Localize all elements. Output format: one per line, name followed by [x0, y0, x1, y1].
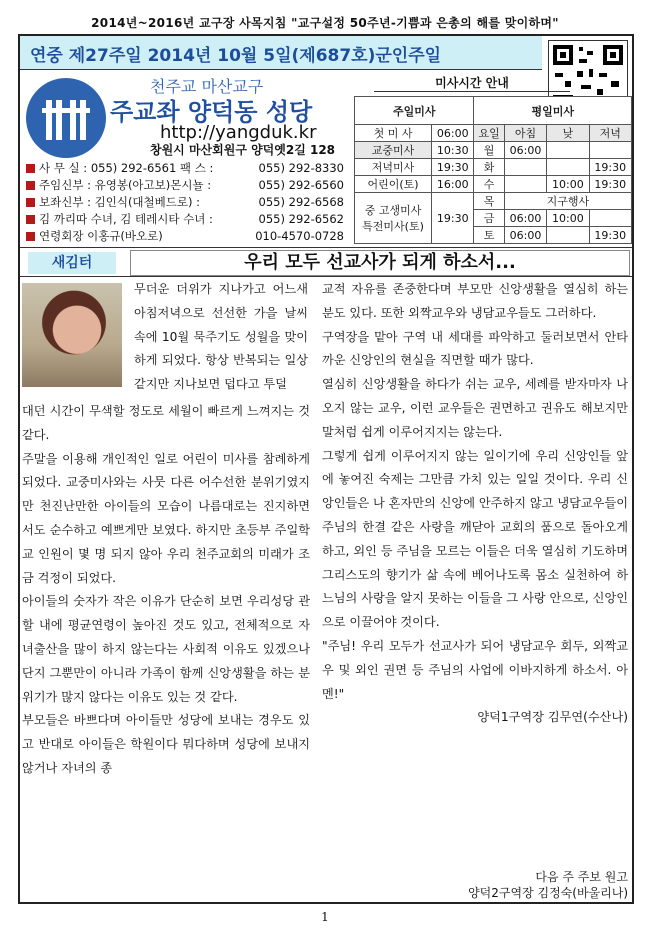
table-row: 저녁미사 19:30 화 19:30 — [355, 159, 632, 176]
weekday-mass-header: 평일미사 — [474, 97, 632, 125]
article-text-left: 대던 시간이 무색할 정도로 세월이 빠르게 느껴지는 것 같다. 주말을 이용해 개인적인 일로 어린이 미사를 참례하게 되었다. 교중미사와는 사뭇 다른 어수선한 분위기였지만 천진난만한 아이들의 모습이 나름대로는 진지하면서도 순수하고 예쁘게만 보였다. 하지만 초등부 주일학교 인원이 몇 명 되지 않아 우리 천주교회의 미래가 조금 걱정이 되었다. 아이들의 숫자가 작은 이유가 단순히 보면 우리성당 관할 내에 평균연령이 높아진 것도 있고, 전체적으로 자녀출산을 많이 하지 않는다는 사회적 이유도 있겠으나 단지 그뿐만이 아니라 가족이 함께 신앙생활을 하는 분위기가 많지 않다는 이유도 있는 것 같다. 부모들은 바쁘다며 아이들만 성당에 보내는 경우도 있고 반대로 아이들은 학원이다 뭐다하며 성당에 보내지 않거나 자녀의 종 — [22, 404, 310, 775]
contact-row: 김 까리따 수녀, 김 테레시타 수녀 : 055) 292-6562 — [26, 211, 344, 228]
motto: 2014년~2016년 교구장 사목지침 "교구설정 50주년-기쁨과 은총의 해를 맞이하며" — [91, 16, 559, 30]
parish-name: 주교좌 양덕동 성당 — [110, 98, 313, 126]
contact-list — [26, 160, 344, 245]
contact-row: 주임신부 : 유영봉(아고보)몬시뇰 : 055) 292-6560 — [26, 177, 344, 194]
parish-logo — [26, 78, 106, 158]
bullet-icon — [26, 232, 35, 241]
contact-row: 사 무 실 : 055) 292-6561 팩 스 : 055) 292-8330 — [26, 160, 344, 177]
table-row: 어린이(토) 16:00 수 10:00 19:30 — [355, 176, 632, 193]
youth-mass-cell: 중 고생미사 특전미사(토) — [355, 193, 432, 244]
table-row: 중 고생미사 특전미사(토) 19:30 목 지구행사 — [355, 193, 632, 210]
cross-logo-icon — [42, 100, 90, 140]
next-week-author: 양덕2구역장 김정숙(바울리나) — [468, 886, 628, 900]
sunday-mass-header: 주일미사 — [355, 97, 474, 125]
bullet-icon — [26, 215, 35, 224]
article-text-right: 교적 자유를 존중한다며 부모만 신앙생활을 열심히 하는 분도 있다. 또한 외짝교우와 냉담교우들도 그러하다. 구역장을 맡아 구역 내 세대를 파악하고 둘러보면서 안타까운 신앙인의 현실을 직면할 때가 많다. 열심히 신앙생활을 하다가 쉬는 교우, 세례를 받자마자 나오지 않는 교우, 이런 교우들은 권면하고 권유도 해보지만 말처럼 쉽게 이루어지지는 않는다. 그렇게 쉽게 이루어지지 않는 일이기에 우리 신앙인들 앞에 놓여진 숙제는 그만큼 가치 있는 일일 것이다. 우리 신앙인들은 나 혼자만의 신앙에 안주하지 않고 냉담교우들이 주님의 한결 같은 사랑을 깨닫아 교회의 품으로 돌아오게 하고, 외인 등 주님을 모르는 이들은 더욱 열심히 기도하며 그리스도의 향기가 삶 속에 베어나도록 몸소 실천하여 하느님의 사랑을 알지 못하는 이들을 그 사랑 안으로, 신앙인으로 이끌어야 것이다. "주님! 우리 모두가 선교사가 되어 냉담교우 회두, 외짝교우 및 외인 권면 등 주님의 사업에 이바지하게 하소서. 아멘!" 양덕1구역장 김무연(수산나) — [322, 278, 628, 730]
date-line: 연중 제27주일 2014년 10월 5일(제687호)군인주일 — [30, 46, 442, 66]
bullet-icon — [26, 198, 35, 207]
mass-schedule-table: 주일미사 평일미사 첫 미 사 06:00 요일 아침 낮 저녁 교중미사 10:30 월 06:00 저녁미사 19:30 화 19:30 어린이(토) 16:00 수 10:00 19:30 중 고생미사 특전미사(토) 19:30 목 지구행사 금 06:00 10:00 토 06:00 19:30 — [354, 96, 632, 244]
page-number: 1 — [321, 910, 329, 924]
article-title: 우리 모두 선교사가 되게 하소서... — [130, 250, 630, 276]
table-row: 첫 미 사 06:00 요일 아침 낮 저녁 — [355, 125, 632, 142]
parish-url[interactable]: http://yangduk.kr — [160, 122, 317, 143]
date-band — [20, 36, 542, 70]
bullet-icon — [26, 181, 35, 190]
article-text-top: 무더운 더위가 지나가고 어느새 아침저녁으로 선선한 가을 날씨 속에 10월 묵주기도 성월을 맞이하게 되었다. 항상 반복되는 일상 같지만 지나보면 덥다고 투덜 — [134, 282, 308, 392]
section-tag: 새김터 — [28, 252, 116, 274]
bullet-icon — [26, 164, 35, 173]
mass-schedule-title: 미사시간 안내 — [374, 74, 570, 92]
contact-row: 보좌신부 : 김인식(대철베드로) : 055) 292-6568 — [26, 194, 344, 211]
diocese-name: 천주교 마산교구 — [150, 77, 264, 96]
author-photo — [22, 283, 122, 387]
table-row: 교중미사 10:30 월 06:00 — [355, 142, 632, 159]
section-heading — [20, 247, 632, 277]
table-row: 금 06:00 10:00 — [355, 210, 632, 227]
parish-address: 창원시 마산회원구 양덕옛2길 128 — [150, 143, 336, 157]
next-week-label: 다음 주 주보 원고 — [535, 870, 628, 884]
author-signature: 양덕1구역장 김무연(수산나) — [477, 710, 628, 725]
contact-row: 연령회장 이홍규(바오로) 010-4570-0728 — [26, 228, 344, 245]
